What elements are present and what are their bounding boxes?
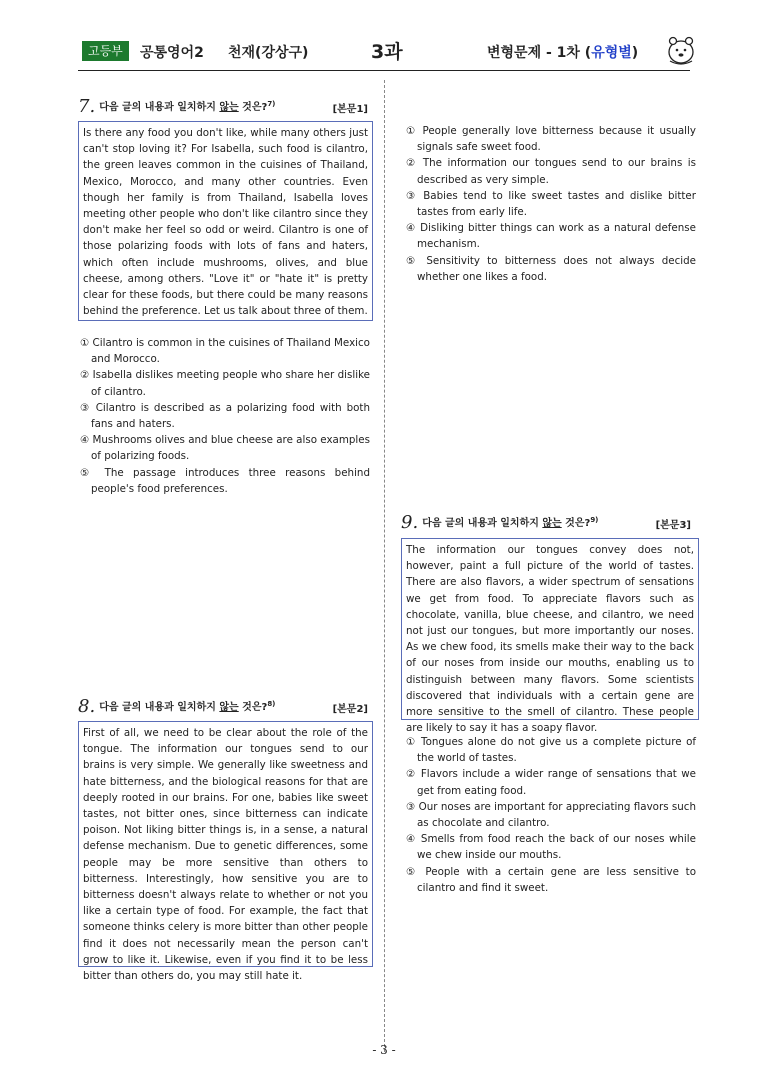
exam-title-prefix: 변형문제 - 1차 ( <box>487 45 592 61</box>
option-item[interactable]: ③ Cilantro is described as a polarizing food with both fans and haters. <box>80 401 370 431</box>
question-prompt-end: 것은? <box>238 702 268 713</box>
question-prompt: 다음 글의 내용과 일치하지 <box>422 518 543 529</box>
question-8-passage: First of all, we need to be clear about the role of the tongue. The information our tongues send to our brains is very simple. We generally like sweetness and hate bitterness, and the biological reasons for that are deeply rooted in our brains. For one, babies like sweet tastes, not bitter ones, since bitterness can indicate poison. Not liking bitter things is, in a sense, a natural defense mechanism. Due to genetic differences, some people may be more sensitive than others to bitterness. Interestingly, how sensitive you are to bitterness doesn't always relate to whether or not you like a certain type of food. For example, the fact that someone thinks celery is more bitter than other people find it does not necessarily mean the person can't grow to like it. Likewise, even if you find it to be less bitter than others do, you may still hate it. <box>78 721 373 967</box>
exam-title-highlight: 유형별 <box>591 45 632 61</box>
option-item[interactable]: ⑤ The passage introduces three reasons behind people's food preferences. <box>80 466 370 495</box>
column-divider <box>384 80 385 1052</box>
question-number: 7. <box>78 96 96 117</box>
subject-title: 공통영어2 <box>140 45 204 61</box>
exam-title <box>487 42 638 62</box>
question-prompt-end: 것은? <box>561 518 591 529</box>
question-source: [본문1] <box>332 104 368 115</box>
question-source: [본문3] <box>655 520 691 531</box>
question-7-options <box>80 335 370 497</box>
question-8-header <box>78 696 368 717</box>
mascot-icon <box>666 34 696 66</box>
page-header <box>78 36 690 70</box>
question-number: 9. <box>401 512 419 533</box>
question-prompt: 다음 글의 내용과 일치하지 <box>99 102 220 113</box>
option-item[interactable]: ④ Smells from food reach the back of our noses while we chew inside our mouths. <box>406 833 696 862</box>
option-item[interactable]: ② Flavors include a wider range of sensations that we get from eating food. <box>406 768 696 797</box>
header-divider <box>78 70 690 71</box>
option-item[interactable]: ④ Disliking bitter things can work as a natural defense mechanism. <box>406 222 696 251</box>
question-number: 8. <box>78 696 96 717</box>
option-item[interactable]: ⑤ People with a certain gene are less sensitive to cilantro and find it sweet. <box>406 865 696 894</box>
option-item[interactable]: ① People generally love bitterness because it usually signals safe sweet food. <box>406 125 696 154</box>
page-number: - 3 - <box>372 1043 396 1057</box>
question-9-header <box>401 512 691 533</box>
question-7-header <box>78 96 368 117</box>
question-prompt-emphasis: 않는 <box>219 102 239 113</box>
option-item[interactable]: ② The information our tongues send to our brains is described as very simple. <box>406 157 696 186</box>
option-item[interactable]: ③ Babies tend to like sweet tastes and dislike bitter tastes from early life. <box>406 189 696 219</box>
question-prompt: 다음 글의 내용과 일치하지 <box>99 702 220 713</box>
question-prompt-emphasis: 않는 <box>219 702 239 713</box>
option-item[interactable]: ① Cilantro is common in the cuisines of Thailand Mexico and Morocco. <box>80 337 370 366</box>
question-9-options <box>406 734 696 896</box>
option-item[interactable]: ③ Our noses are important for appreciating flavors such as chocolate and cilantro. <box>406 800 696 830</box>
option-item[interactable]: ② Isabella dislikes meeting people who share her dislike of cilantro. <box>80 369 370 398</box>
question-prompt-end: 것은? <box>238 102 268 113</box>
grade-badge: 고등부 <box>82 41 129 61</box>
footnote-marker: 9) <box>590 516 599 524</box>
footnote-marker: 8) <box>267 700 276 708</box>
footnote-marker: 7) <box>267 100 276 108</box>
option-item[interactable]: ① Tongues alone do not give us a complete picture of the world of tastes. <box>406 736 696 765</box>
question-7-passage: Is there any food you don't like, while many others just can't stop loving it? For Isabella, such food is cilantro, the green leaves common in the cuisines of Thailand, Mexico, Morocco, and many other countries. Even though her family is from Thailand, Isabella loves meeting other people who don't like cilantro since they don't make her feel so odd or weird. Cilantro is one of those polarizing foods with lots of fans and haters, which often include mushrooms, olives, and blue cheese, among others. "Love it" or "hate it" is pretty clear for these foods, but there could be many reasons behind the preference. Let us talk about three of them. <box>78 121 373 321</box>
option-item[interactable]: ④ Mushrooms olives and blue cheese are also examples of polarizing foods. <box>80 434 370 463</box>
option-item[interactable]: ⑤ Sensitivity to bitterness does not always decide whether one likes a food. <box>406 254 696 283</box>
question-prompt-emphasis: 않는 <box>542 518 562 529</box>
lesson-number: 3과 <box>371 41 403 63</box>
question-8-options <box>406 123 696 285</box>
question-source: [본문2] <box>332 704 368 715</box>
exam-title-suffix: ) <box>631 45 639 61</box>
publisher-label: 천재(강상구) <box>228 45 309 61</box>
question-9-passage: The information our tongues convey does not, however, paint a full picture of the world of tastes. There are also flavors, a wider spectrum of sensations we get from food. To appreciate flavors such as chocolate, vanilla, blue cheese, and cilantro, we need not just our tongues, but more importantly our noses. As we chew food, its smells make their way to the back of our noses from inside our mouths, enabling us to distinguish between many flavors. Some scientists discovered that individuals with a certain gene are more sensitive to the smell of cilantro. These people are likely to say it has a soapy flavor. <box>401 538 699 720</box>
